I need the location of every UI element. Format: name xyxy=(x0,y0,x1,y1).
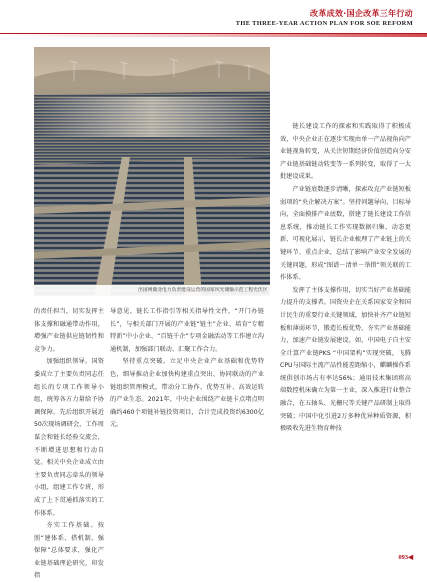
page-number-text: 093 xyxy=(398,554,409,561)
left-paragraph-1: 的责任担当，切实发挥主体支撑和融通带动作用，增强产业链供应链韧性和竞争力。 xyxy=(34,308,104,353)
left-column xyxy=(34,306,104,583)
page-number xyxy=(398,553,413,561)
header-title-cn: 改革成效·国企改革三年行动 xyxy=(310,9,413,18)
solar-farm-photo xyxy=(34,47,270,296)
right-paragraph-1: 链长建设工作的探索和实践取得了积极成效，中央企业正在逐步实现由单一产品视角向产业链视角转变，从关注短期经济价值创造向分安产业链基础链动转变等一系列转变，取得了一大批建设成果。 xyxy=(280,123,411,181)
right-paragraph-3: 发挥了主体支撑作用，切实当好产业基础能力提升的支撑者。国资央企在关系国家安全和国计民生的重要行业关键领域，加快补齐产业链短板和薄弱环节，锻造长板优势，夯实产业基础能力，加速产业链发展建设。如，中国电子自主安全计算产业链PKS “中国架构”实现突破，飞腾CPU与国际主流产品性能差距缩小，麒麟操作系统供创市场占有率达56%；通用技术集团将高端数控机床确立为第一主业，深入推进行业整合融合，在五轴头、光栅尺等关键产品研制上取得突破；中国中化引进2万多种优异种质资源，积极吸收先进生物育种技 xyxy=(280,286,411,433)
header-title-en: THE THREE-YEAR ACTION PLAN FOR SOE REFORM xyxy=(235,20,413,27)
left-paragraph-3: 夯实工作基础。按照“建体系、搭机制、强保障”总体要求，强化产业链基础理论研究，印发指 xyxy=(34,522,104,580)
right-paragraph-2: 产业链底数逐步清晰，探索攻克产业链短板弱项的“央企解决方案”。坚持问题导向、目标导向，全面摸排产业底数，搭建了链长建设工作信息系统，推动链长工作实现数据归集、动态更新、可视化展示，链长企业梳理了产业链上的关键环节、重点企业，总结了影响产业安全发展的关键问题，形成“图谱－清单－举措”领关联的工作体系。 xyxy=(280,185,411,282)
photo-caption: 出国网冀北电力负责建设运营的国家风光储输示范工程光伏区 xyxy=(34,285,270,297)
page-header xyxy=(0,0,427,46)
middle-paragraph-1: 导意见、链长工作指引等相关指导性文件，“开门办链长”，与相关部门开展的产业链“链主”企业、培育“专精特新”中小企业、“百链千企”专项金融活动等工作建立沟通机制，加强部门联动、汇聚工作合力。 xyxy=(110,308,264,353)
page-arrow-icon: ◀ xyxy=(408,554,413,561)
solar-farm-illustration xyxy=(34,47,270,296)
middle-column xyxy=(110,306,264,432)
header-gradient-bar xyxy=(0,34,427,37)
right-column xyxy=(280,121,411,436)
middle-paragraph-2: 坚持重点突破。立足中央企业产业基础和优势特色，细导推动企业加快构建重点突出、协同联动的产业链组织管理模式，带动分工协作、优势互补、高效运转的产业生态。2021年，中央企业围绕产业链卡点堵点明确约460个项链补链投资项目，合计完成投资约6300亿元。 xyxy=(110,358,264,429)
left-paragraph-2: 加强组织领导。国资委成立了主要负责同志任组长的专项工作领导小组，统筹各方力量给予协调保障。先后组织开展近50次现场调研会，工作周谋会和链长经验交流会，不断增进思想和行动自觉。相关中央企业成立由主要负责同志牵头的领导小组，组建工作专班，形成了上下贯通抓落实的工作体系。 xyxy=(34,358,104,517)
